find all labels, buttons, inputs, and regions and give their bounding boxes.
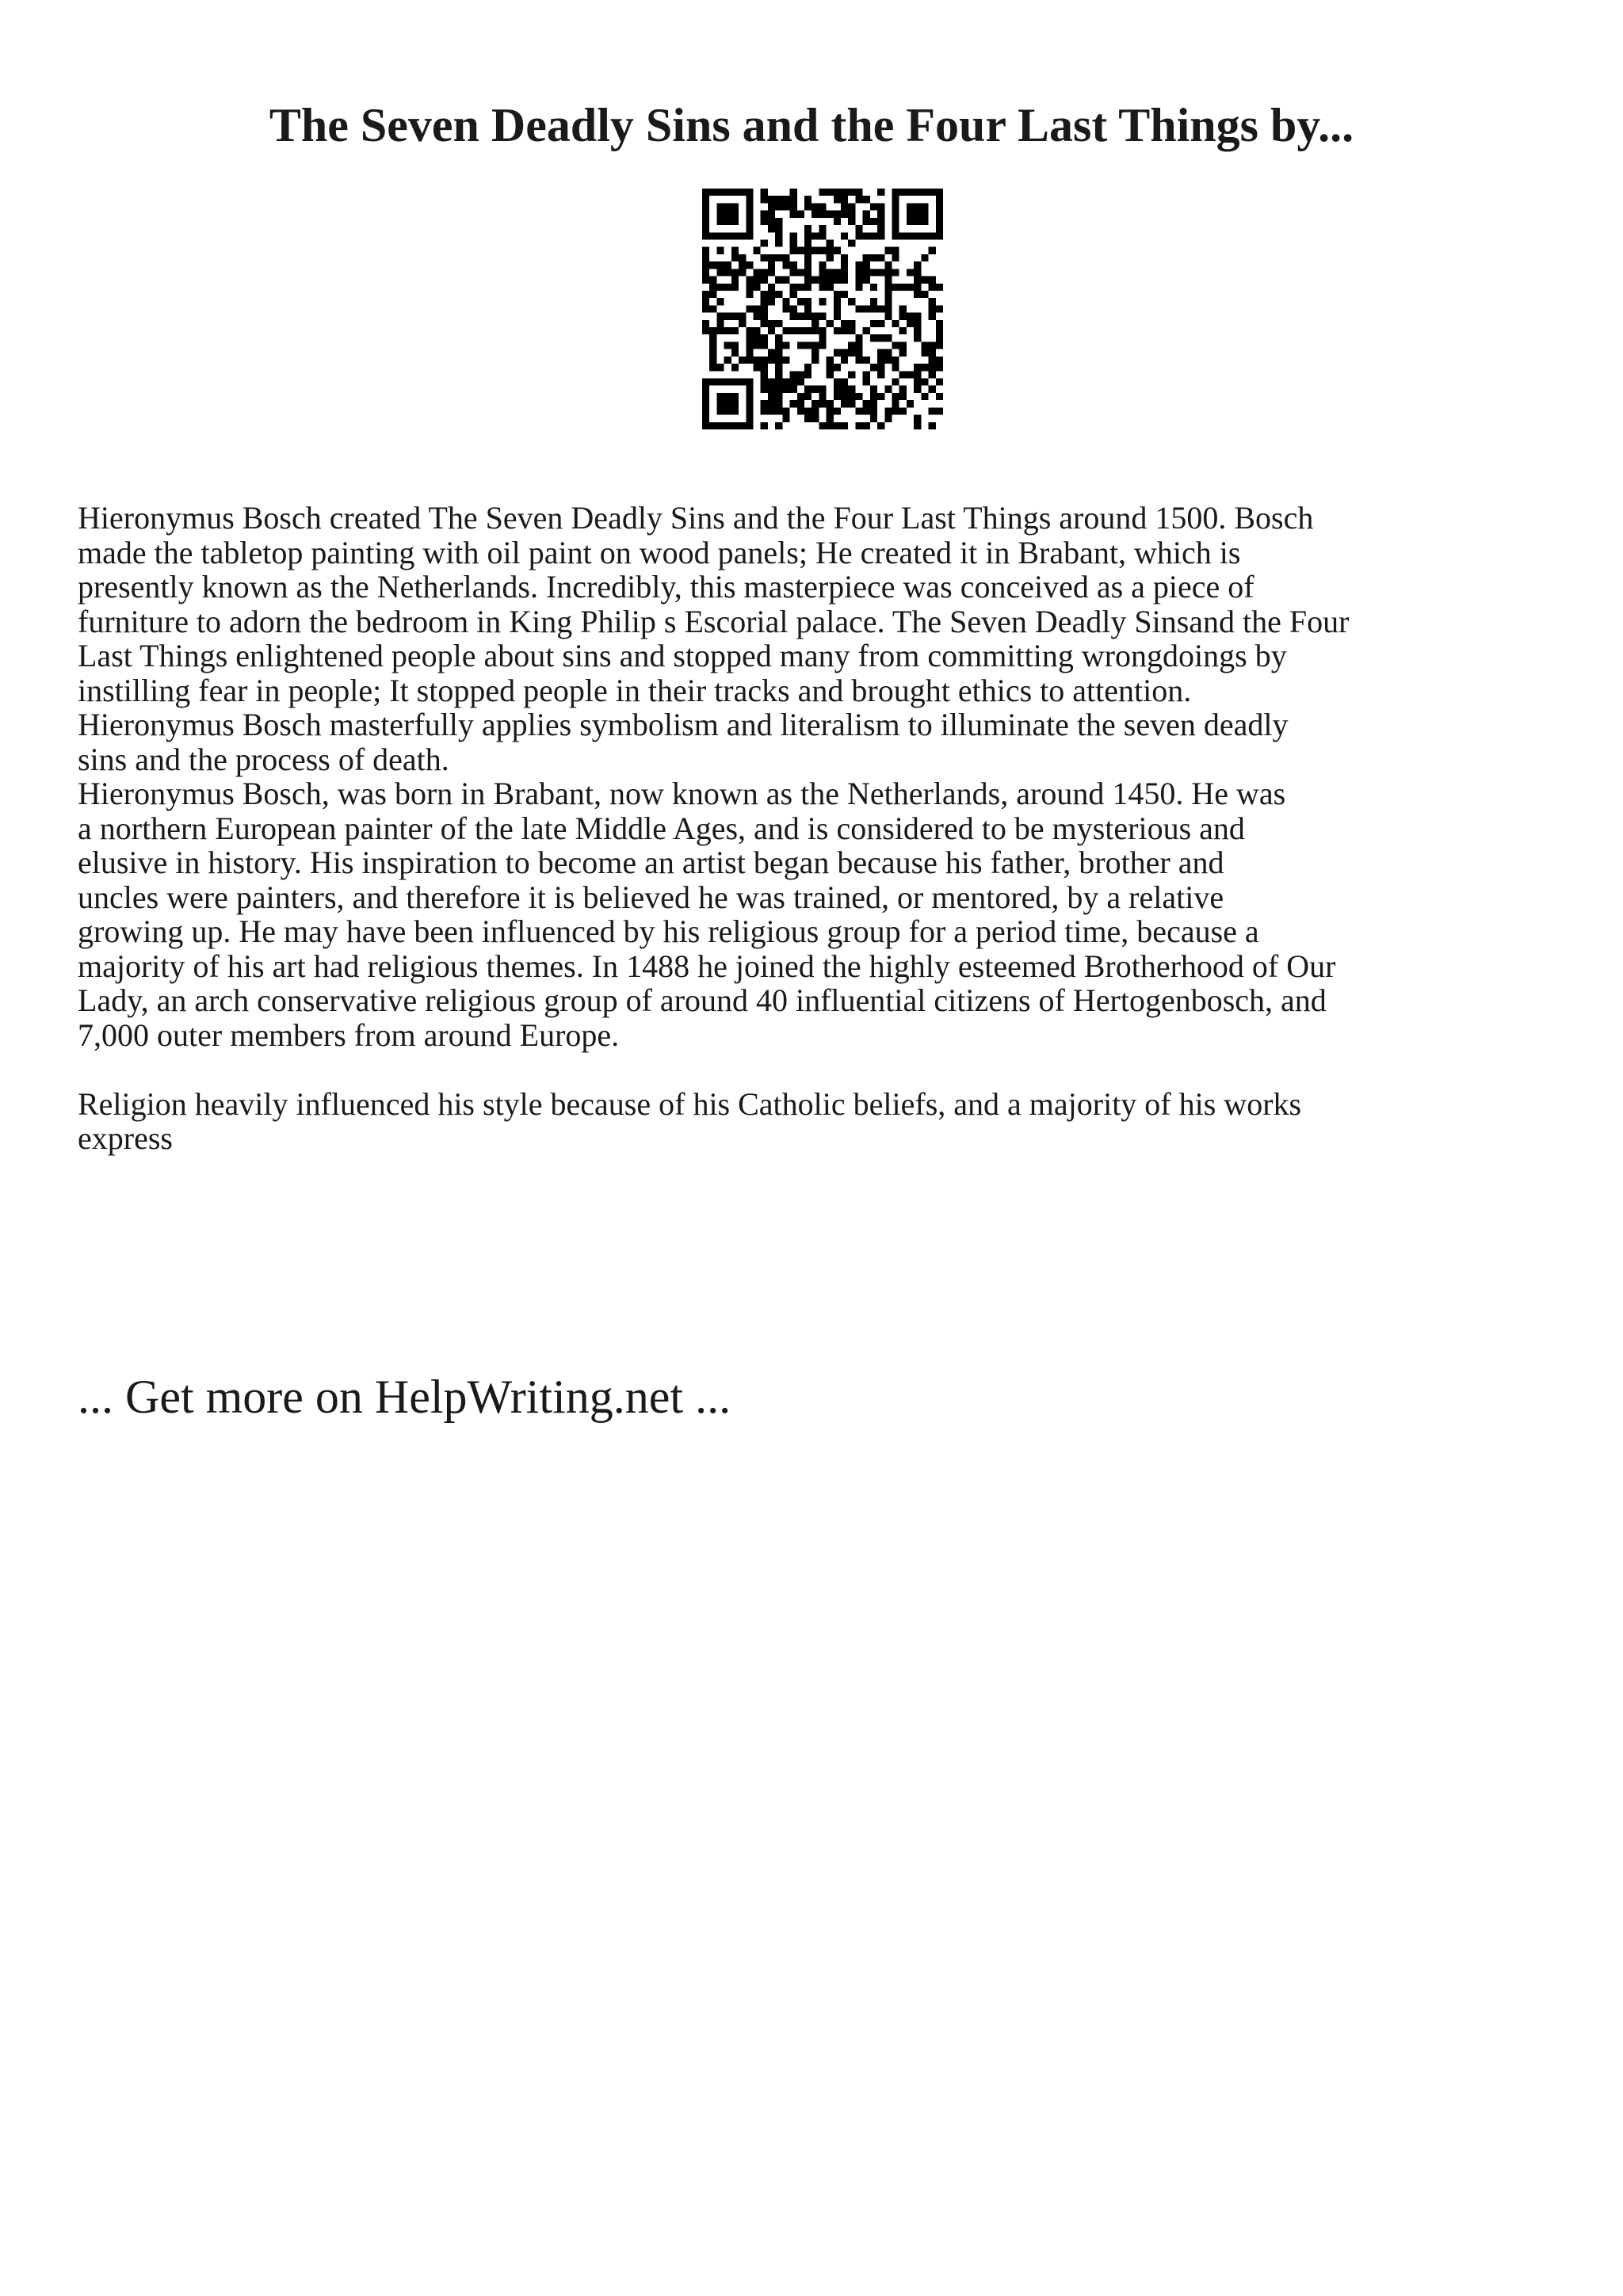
paragraph-spacer — [78, 1052, 1568, 1087]
paragraph-3 — [78, 1087, 1568, 1156]
text-line: majority of his art had religious themes. In 1488 he joined the highly esteemed Brotherhood of Our — [78, 948, 1336, 984]
qr-code-graphic — [702, 189, 943, 429]
qr-code-icon — [702, 189, 943, 429]
article-body — [78, 501, 1568, 1156]
text-line: presently known as the Netherlands. Incredibly, this masterpiece was conceived as a piece of — [78, 569, 1254, 605]
text-line: sins and the process of death. — [78, 741, 449, 777]
text-line: Hieronymus Bosch created The Seven Deadly Sins and the Four Last Things around 1500. Bosch — [78, 500, 1314, 536]
text-line: instilling fear in people; It stopped people in their tracks and brought ethics to attention. — [78, 672, 1192, 708]
text-line: Hieronymus Bosch, was born in Brabant, now known as the Netherlands, around 1450. He was — [78, 776, 1286, 811]
text-line: Religion heavily influenced his style because of his Catholic beliefs, and a majority of his works — [78, 1085, 1302, 1122]
text-line: Lady, an arch conservative religious group of around 40 influential citizens of Hertogenbosch, and — [78, 982, 1327, 1018]
text-line: a northern European painter of the late Middle Ages, and is considered to be mysterious and — [78, 810, 1245, 846]
page-title: The Seven Deadly Sins and the Four Last Things by... — [269, 99, 1354, 151]
text-line: Last Things enlightened people about sins and stopped many from committing wrongdoings by — [78, 638, 1287, 673]
get-more-link[interactable]: ... Get more on HelpWriting.net ... — [78, 1371, 731, 1423]
paragraph-1 — [78, 501, 1568, 776]
text-line: 7,000 outer members from around Europe. — [78, 1016, 620, 1053]
text-line: uncles were painters, and therefore it is believed he was trained, or mentored, by a relative — [78, 879, 1224, 915]
text-line: made the tabletop painting with oil paint on wood panels; He created it in Brabant, which is — [78, 534, 1241, 570]
text-line: growing up. He may have been influenced by his religious group for a period time, because a — [78, 913, 1259, 949]
text-line: Hieronymus Bosch masterfully applies symbolism and literalism to illuminate the seven deadly — [78, 707, 1289, 742]
paragraph-2 — [78, 776, 1568, 1052]
text-line: express — [78, 1120, 173, 1156]
text-line: elusive in history. His inspiration to become an artist began because his father, brother and — [78, 845, 1224, 880]
text-line: furniture to adorn the bedroom in King Philip s Escorial palace. The Seven Deadly Sinsand the Four — [78, 603, 1350, 639]
